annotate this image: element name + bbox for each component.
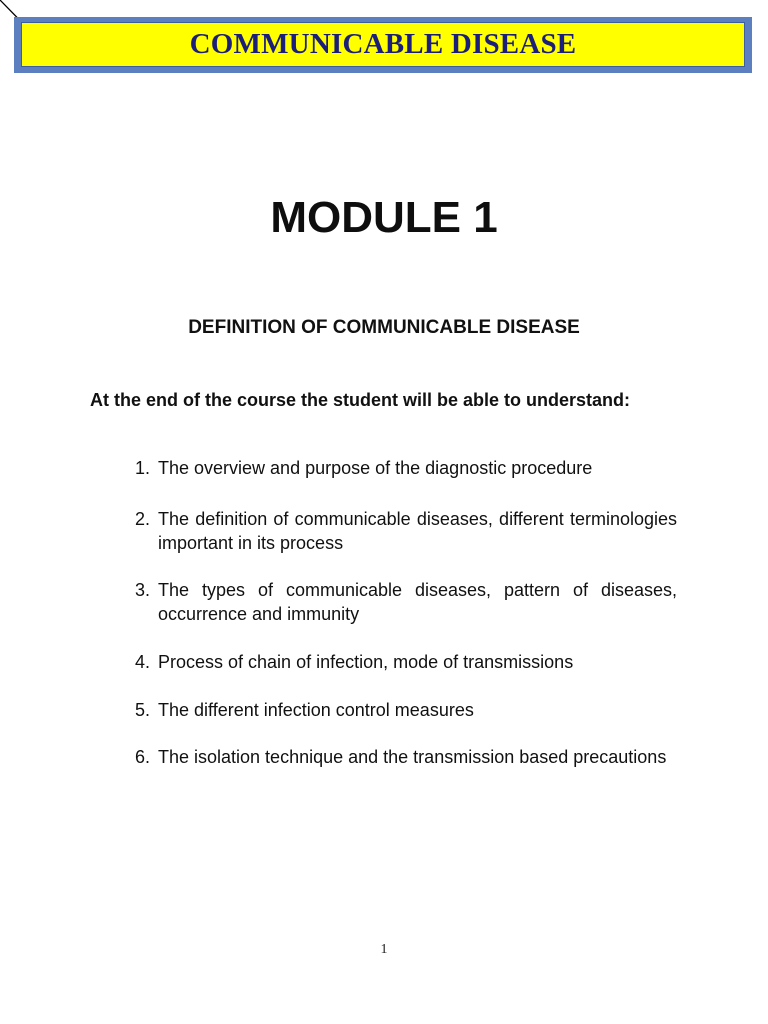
banner-title: COMMUNICABLE DISEASE (189, 28, 577, 60)
list-item-text: The types of communicable diseases, pattern of diseases, occurrence and immunity (158, 580, 677, 624)
list-item-text: The different infection control measures (158, 700, 474, 720)
list-item-text: The isolation technique and the transmission based precautions (158, 747, 667, 767)
module-title: MODULE 1 (270, 193, 498, 242)
list-item-number: 3. (135, 580, 151, 600)
list-item (135, 745, 677, 769)
list-item-text: The overview and purpose of the diagnostic procedure (158, 458, 593, 478)
list-item (135, 698, 677, 722)
list-item (135, 650, 677, 674)
list-item-text: The definition of communicable diseases, different terminologies important in its process (158, 509, 677, 553)
list-item (135, 578, 677, 626)
title-banner (14, 17, 752, 73)
list-item-text: Process of chain of infection, mode of transmissions (158, 652, 574, 672)
list-item-number: 5. (135, 700, 151, 720)
list-item-number: 1. (135, 458, 151, 478)
list-item-number: 6. (135, 747, 151, 767)
section-title: DEFINITION OF COMMUNICABLE DISEASE (188, 317, 580, 338)
list-item (135, 456, 677, 480)
list-item-number: 2. (135, 509, 151, 529)
list-item (135, 507, 677, 555)
intro-paragraph: At the end of the course the student will be able to understand: (90, 390, 631, 410)
list-item-number: 4. (135, 652, 151, 672)
page-number: 1 (380, 942, 388, 957)
title-banner-fill (21, 22, 745, 67)
